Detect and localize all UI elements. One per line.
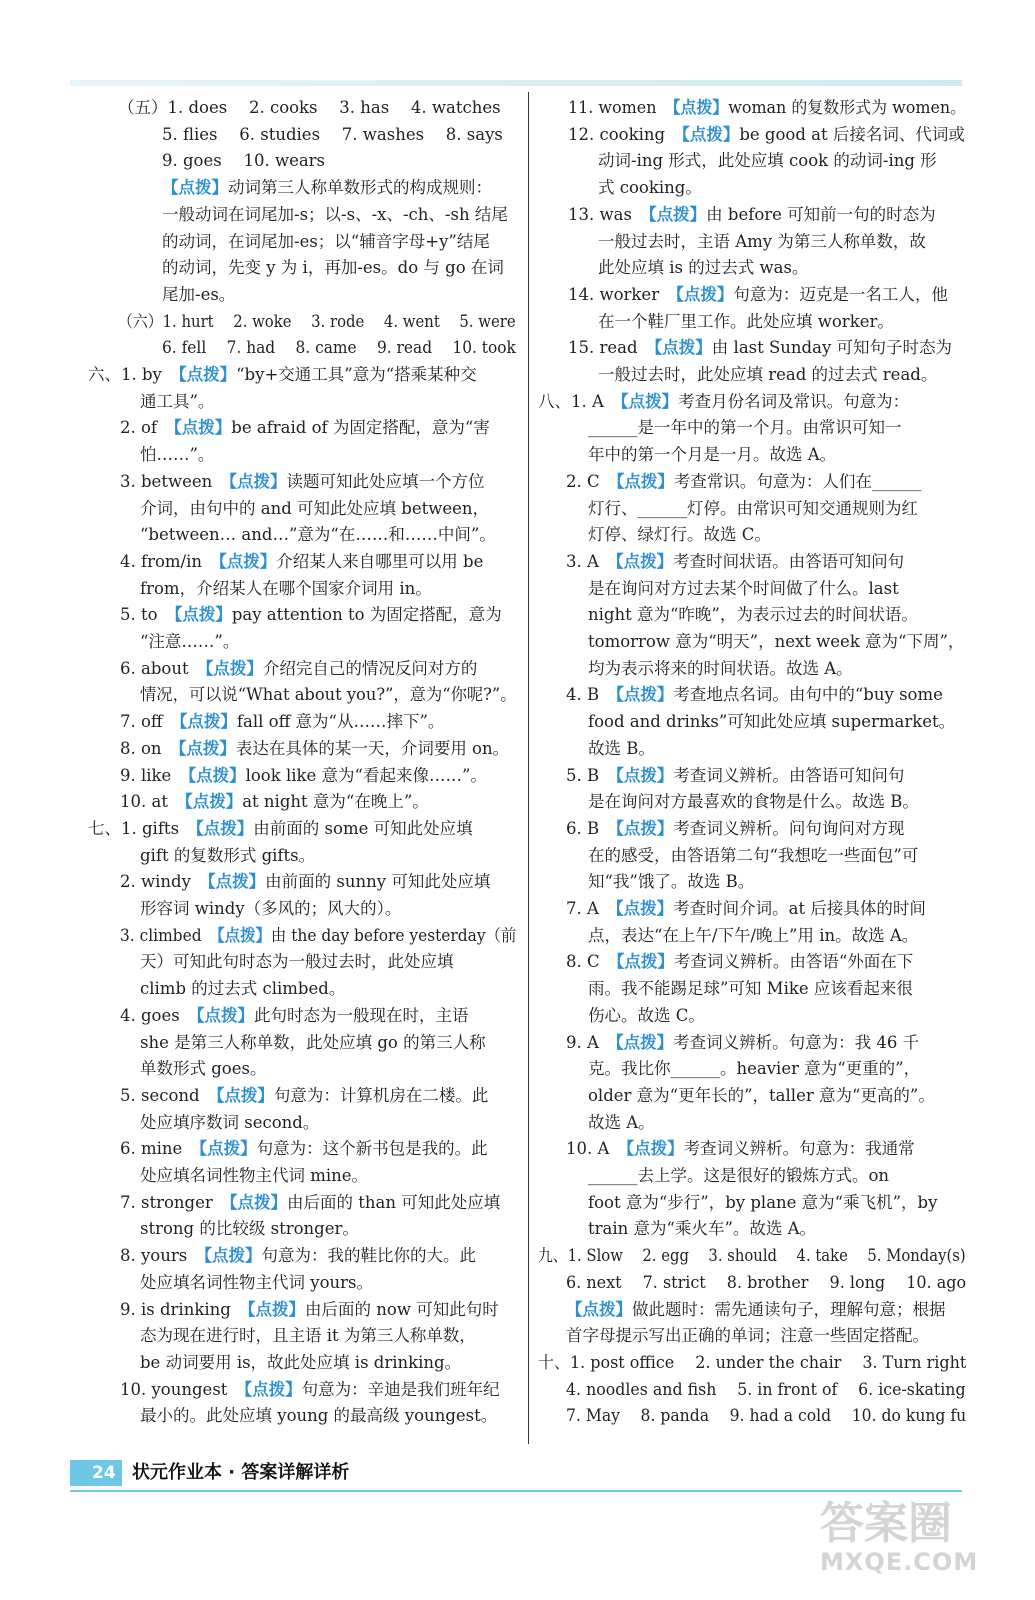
tip-label: 【点拨】 — [198, 1139, 257, 1159]
answer-line: 10. youngest 【点拨】句意为：辛迪是我们班年纪 — [120, 1379, 500, 1399]
answer-line: 尾加-es。 — [162, 284, 236, 304]
answer-line: older 意为“更年长的”，taller 意为“更高的”。 — [588, 1085, 935, 1105]
answer-line: 7. May 8. panda 9. had a cold 10. do kung fu — [566, 1406, 967, 1426]
answer-line: 5. second 【点拨】句意为：计算机房在二楼。此 — [120, 1085, 489, 1105]
answer-line: 单数形式 goes。 — [140, 1059, 267, 1079]
tip-label: 【点拨】 — [247, 1299, 306, 1319]
answer-line: 【点拨】做此题时：需先通读句子，理解句意；根据 — [566, 1299, 946, 1319]
answer-line: 雨。我不能踢足球”可知 Mike 应该看起来很 — [588, 979, 913, 999]
tip-label: 【点拨】 — [615, 899, 674, 918]
answer-line: 在的感受，由答语第二句“我想吃一些面包”可 — [588, 845, 919, 865]
tip-label: 【点拨】 — [566, 1299, 632, 1319]
tip-label: 【点拨】 — [672, 98, 729, 117]
page-footer — [70, 1458, 962, 1488]
answer-line: train 意为“乘火车”。故选 A。 — [588, 1219, 817, 1239]
tip-label: 【点拨】 — [654, 338, 712, 358]
answer-line: 处应填名词性物主代词 mine。 — [140, 1166, 369, 1185]
answer-line: from，介绍某人在哪个国家介词用 in。 — [140, 578, 432, 598]
answer-line: 4. noodles and fish 5. in front of 6. ice-skating — [566, 1379, 966, 1399]
tip-label: 【点拨】 — [218, 551, 277, 571]
answer-line: 7. A 【点拨】考查时间介词。at 后接具体的时间 — [566, 899, 926, 918]
answer-line: climb 的过去式 climbed。 — [140, 979, 346, 999]
answer-line: “注意……”。 — [140, 632, 240, 651]
answer-line: 知“我”饿了。故选 B。 — [588, 872, 755, 892]
answer-line: 的动词，先变 y 为 i，再加-es。do 与 go 在词 — [162, 258, 504, 278]
answer-line: 均为表示将来的时间状语。故选 A。 — [588, 658, 853, 678]
answer-line: 此处应填 is 的过去式 was。 — [598, 258, 809, 278]
tip-label: 【点拨】 — [203, 1246, 262, 1266]
tip-label: 【点拨】 — [187, 765, 246, 785]
answer-line: 8. on 【点拨】表达在具体的某一天，介词要用 on。 — [120, 738, 510, 758]
watermark — [820, 1500, 978, 1576]
tip-label: 【点拨】 — [216, 925, 271, 945]
answer-line: 九、1. Slow 2. egg 3. should 4. take 5. Monday(s) — [538, 1246, 966, 1266]
answer-line: 形容词 windy（多风的；风大的）。 — [140, 899, 402, 918]
tip-label: 【点拨】 — [184, 792, 243, 812]
answer-line: 天）可知此句时态为一般过去时，此处应填 — [140, 952, 454, 972]
answer-line: 14. worker 【点拨】句意为：迈克是一名工人，他 — [568, 284, 948, 304]
answer-line: 3. between 【点拨】读题可知此处应填一个方位 — [120, 471, 485, 491]
answer-line: 动词-ing 形式，此处应填 cook 的动词-ing 形 — [598, 151, 937, 171]
answer-line: 怕……”。 — [140, 445, 215, 465]
tip-label: 【点拨】 — [178, 738, 236, 758]
answer-line: 七、1. gifts 【点拨】由前面的 some 可知此处应填 — [88, 818, 473, 838]
answer-line: be 动词要用 is，故此处应填 is drinking。 — [140, 1352, 462, 1372]
answer-line: 故选 B。 — [588, 738, 655, 758]
answer-line: 通工具”。 — [140, 391, 215, 411]
tip-label: 【点拨】 — [620, 391, 679, 411]
answer-line: 是在询问对方最喜欢的食物是什么。故选 B。 — [588, 792, 919, 812]
answer-line: 一般动词在词尾加-s；以-s、-x、-ch、-sh 结尾 — [162, 204, 508, 224]
answer-line: ______去上学。这是很好的锻炼方式。on — [588, 1166, 890, 1185]
tip-label: 【点拨】 — [195, 818, 254, 838]
answer-line: 7. stronger 【点拨】由后面的 than 可知此处应填 — [120, 1192, 501, 1212]
answer-line: 13. was 【点拨】由 before 可知前一句的时态为 — [568, 204, 936, 224]
answer-line: 9. A 【点拨】考查词义辨析。句意为：我 46 千 — [566, 1032, 920, 1052]
book-title: 状元作业本 · 答案详解详析 — [132, 1462, 350, 1483]
answer-line: 5. to 【点拨】pay attention to 为固定搭配，意为 — [120, 605, 502, 625]
answer-line: 9. like 【点拨】look like 意为“看起来像……”。 — [120, 765, 487, 785]
answer-line: 6. mine 【点拨】句意为：这个新书包是我的。此 — [120, 1139, 488, 1159]
answer-line: 式 cooking。 — [598, 178, 702, 198]
answer-line: 一般过去时，主语 Amy 为第三人称单数，故 — [598, 231, 926, 251]
answer-line: 首字母提示写出正确的单词；注意一些固定搭配。 — [566, 1326, 929, 1346]
page-number: 24 — [70, 1460, 122, 1486]
answer-line: night 意为“昨晚”，为表示过去的时间状语。 — [588, 605, 918, 625]
answer-line: 12. cooking 【点拨】be good at 后接名词、代词或 — [568, 124, 965, 144]
answer-line: 6. next 7. strict 8. brother 9. long 10. ago — [566, 1272, 967, 1292]
answer-line: 3. climbed 【点拨】由 the day before yesterday（前 — [120, 925, 517, 945]
tip-label: 【点拨】 — [243, 1379, 302, 1399]
tip-label: 【点拨】 — [615, 551, 674, 571]
tip-label: 【点拨】 — [616, 471, 674, 491]
tip-label: 【点拨】 — [173, 418, 232, 438]
answer-line: 灯停、绿灯行。故选 C。 — [588, 525, 771, 545]
tip-label: 【点拨】 — [675, 284, 734, 304]
answer-line: 态为现在进行时，且主语 it 为第三人称单数， — [140, 1326, 476, 1346]
answer-line: 6. about 【点拨】介绍完自己的情况反问对方的 — [120, 658, 478, 678]
answer-line: 点，表达“在上午/下午/晚上”用 in。故选 A。 — [588, 925, 919, 945]
answer-line: 2. C 【点拨】考查常识。句意为：人们在______ — [566, 471, 922, 491]
answer-line: 9. is drinking 【点拨】由后面的 now 可知此句时 — [120, 1299, 499, 1319]
answer-line: 克。我比你______。heavier 意为“更重的”， — [588, 1059, 921, 1079]
answer-line: 在一个鞋厂里工作。此处应填 worker。 — [598, 311, 894, 331]
answer-line: 10. at 【点拨】at night 意为“在晚上”。 — [120, 792, 429, 812]
answer-line: “between… and…”意为“在……和……中间”。 — [140, 525, 496, 545]
answer-line: 故选 A。 — [588, 1112, 655, 1132]
answer-line: 4. goes 【点拨】此句时态为一般现在时，主语 — [120, 1005, 469, 1025]
answer-line: 10. A 【点拨】考查词义辨析。句意为：我通常 — [566, 1139, 915, 1159]
column-divider — [528, 92, 529, 1444]
answer-line: 5. B 【点拨】考查词义辨析。由答语可知问句 — [566, 765, 905, 785]
tip-label: 【点拨】 — [625, 1139, 684, 1159]
answer-line: ______是一年中的第一个月。由常识可知一 — [588, 418, 902, 438]
tip-label: 【点拨】 — [216, 1085, 274, 1105]
watermark-logo: 答案圈 — [820, 1498, 952, 1549]
tip-label: 【点拨】 — [615, 765, 674, 785]
tip-label: 【点拨】 — [205, 658, 263, 678]
tip-label: 【点拨】 — [229, 1192, 287, 1212]
answer-line: 十、1. post office 2. under the chair 3. Turn right — [538, 1352, 967, 1372]
answer-line: 5. flies 6. studies 7. washes 8. says — [162, 124, 503, 144]
answer-line: 8. yours 【点拨】句意为：我的鞋比你的大。此 — [120, 1246, 476, 1266]
answer-line: 是在询问对方过去某个时间做了什么。last — [588, 578, 899, 598]
answer-line: （五）1. does 2. cooks 3. has 4. watches — [118, 98, 501, 117]
tip-label: 【点拨】 — [648, 204, 707, 224]
footer-rule — [70, 1490, 962, 1492]
answer-line: 4. B 【点拨】考查地点名词。由句中的“buy some — [566, 685, 943, 705]
answer-line: 8. C 【点拨】考查词义辨析。由答语“外面在下 — [566, 952, 914, 972]
answer-line: 灯行、______灯停。由常识可知交通规则为红 — [588, 498, 918, 518]
tip-label: 【点拨】 — [615, 1032, 674, 1052]
tip-label: 【点拨】 — [162, 178, 228, 198]
answer-line: 【点拨】动词第三人称单数形式的构成规则： — [162, 178, 492, 198]
answer-line: 11. women 【点拨】woman 的复数形式为 women。 — [568, 98, 967, 117]
answer-line: 7. off 【点拨】fall off 意为“从……摔下”。 — [120, 712, 445, 732]
answer-line: food and drinks”可知此处应填 supermarket。 — [588, 712, 956, 732]
answer-line: strong 的比较级 stronger。 — [140, 1219, 359, 1239]
answer-line: 4. from/in 【点拨】介绍某人来自哪里可以用 be — [120, 551, 484, 571]
tip-label: 【点拨】 — [615, 818, 674, 838]
tip-label: 【点拨】 — [178, 365, 237, 384]
answer-line: 2. windy 【点拨】由前面的 sunny 可知此处应填 — [120, 872, 491, 892]
tip-label: 【点拨】 — [179, 712, 237, 732]
tip-label: 【点拨】 — [207, 872, 266, 892]
tip-label: 【点拨】 — [196, 1005, 254, 1025]
answer-line: 六、1. by 【点拨】“by+交通工具”意为“搭乘某种交 — [88, 365, 477, 384]
answer-line: tomorrow 意为“明天”，next week 意为“下周”， — [588, 632, 965, 651]
answer-line: 八、1. A 【点拨】考查月份名词及常识。句意为： — [538, 391, 910, 411]
answer-line: 年中的第一个月是一月。故选 A。 — [588, 445, 837, 465]
answer-line: 情况，可以说“What about you?”，意为“你呢?”。 — [140, 685, 517, 705]
answer-line: 2. of 【点拨】be afraid of 为固定搭配，意为“害 — [120, 418, 490, 438]
answer-line: 一般过去时，此处应填 read 的过去式 read。 — [598, 365, 938, 384]
answer-line: 9. goes 10. wears — [162, 151, 326, 171]
tip-label: 【点拨】 — [616, 952, 674, 972]
answer-line: 处应填名词性物主代词 yours。 — [140, 1272, 373, 1292]
answer-line: 6. B 【点拨】考查词义辨析。问句询问对方现 — [566, 818, 905, 838]
answer-line: 的动词，在词尾加-es；以“辅音字母+y”结尾 — [162, 231, 490, 251]
answer-line: 15. read 【点拨】由 last Sunday 可知句子时态为 — [568, 338, 953, 358]
answer-line: 最小的。此处应填 young 的最高级 youngest。 — [140, 1406, 498, 1426]
tip-label: 【点拨】 — [615, 685, 674, 705]
answer-line: （六）1. hurt 2. woke 3. rode 4. went 5. were — [118, 311, 516, 331]
answer-line: 3. A 【点拨】考查时间状语。由答语可知问句 — [566, 551, 905, 571]
answer-line: 伤心。故选 C。 — [588, 1005, 705, 1025]
answer-line: she 是第三人称单数，此处应填 go 的第三人称 — [140, 1032, 486, 1052]
tip-label: 【点拨】 — [174, 605, 232, 625]
watermark-url: MXQE.COM — [820, 1548, 979, 1576]
tip-label: 【点拨】 — [228, 471, 287, 491]
answer-line: gift 的复数形式 gifts。 — [140, 845, 316, 865]
answer-line: 介词，由句中的 and 可知此处应填 between， — [140, 498, 489, 518]
answer-line: foot 意为“步行”，by plane 意为“乘飞机”，by — [588, 1192, 938, 1212]
answer-line: 处应填序数词 second。 — [140, 1112, 320, 1132]
answer-line: 6. fell 7. had 8. came 9. read 10. took — [162, 338, 516, 358]
tip-label: 【点拨】 — [681, 124, 740, 144]
header-band — [70, 80, 962, 86]
